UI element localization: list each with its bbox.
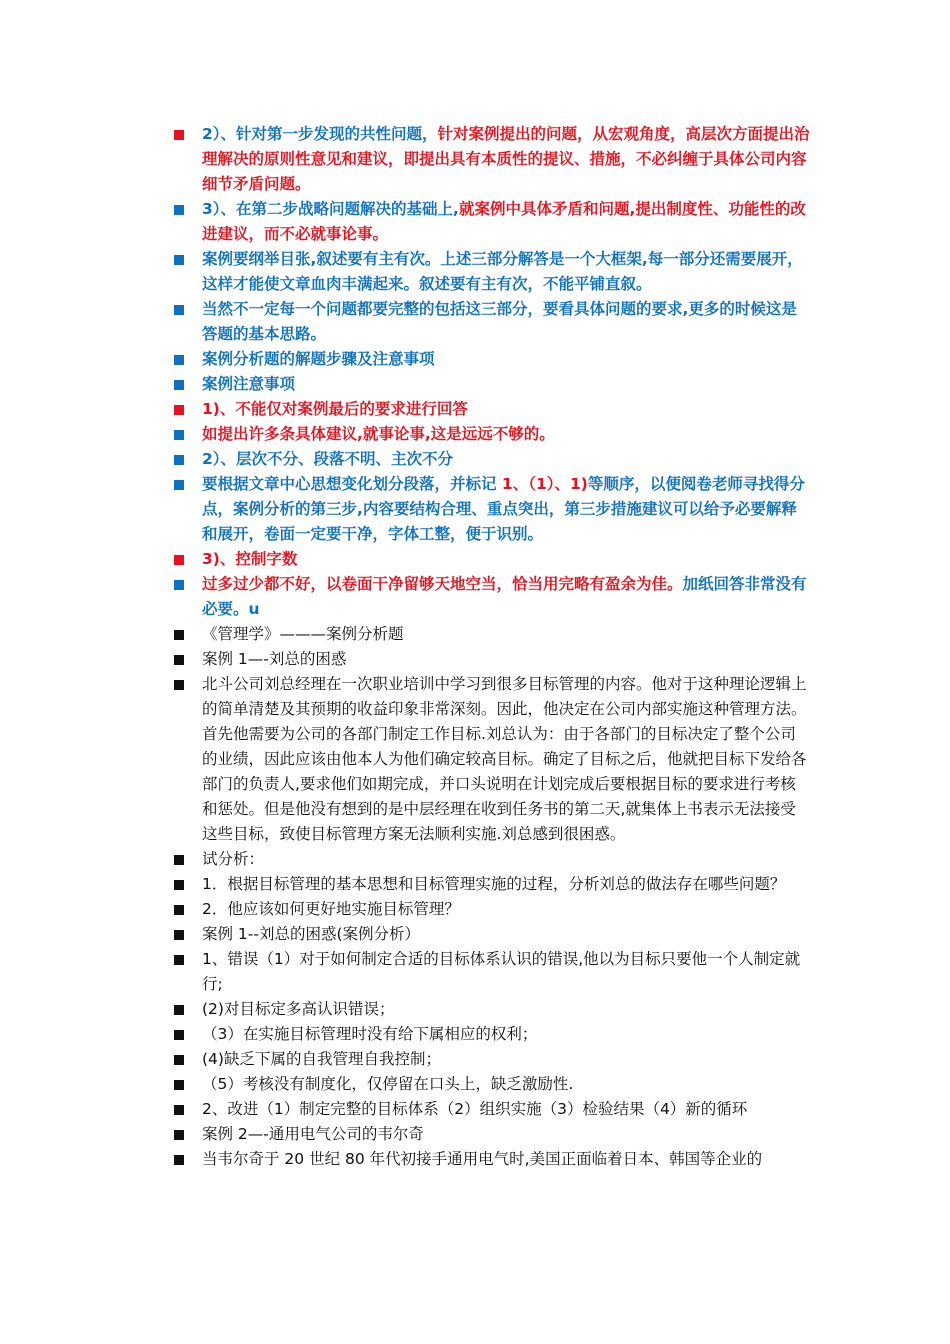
item-text: 北斗公司刘总经理在一次职业培训中学习到很多目标管理的内容。他对于这种理论逻辑上的简单清楚及其预期的收益印象非常深刻。因此，他决定在公司内部实施这种管理方法。首先他需要为公司的各部门制定工作目标.刘总认为：由于各部门的目标决定了整个公司的业绩，因此应该由他本人为他们确定较高目标。确定了目标之后，他就把目标下发给各部门的负责人,要求他们如期完成，并口头说明在计划完成后要根据目标的要求进行考核和惩处。但是他没有想到的是中层经理在收到任务书的第二天,就集体上书表示无法接受这些目标，致使目标管理方案无法顺利实施.刘总感到很困惑。: [202, 675, 807, 843]
square-bullet-icon: [174, 680, 184, 690]
item-text: 案例 2—-通用电气公司的韦尔奇: [202, 1125, 424, 1143]
square-bullet-icon: [174, 1130, 184, 1140]
item-text: 要根据文章中心思想变化划分段落，并标记: [202, 475, 502, 493]
item-text: 2、改进（1）制定完整的目标体系（2）组织实施（3）检验结果（4）新的循环: [202, 1100, 748, 1118]
item-text: 2．他应该如何更好地实施目标管理？: [202, 900, 460, 918]
square-bullet-icon: [174, 455, 184, 465]
item-text: 等顺序，以便阅卷老师寻找得分点，案例分析的第三步,内容要结构合理、重点突出，第三步措施建议可以给予必要解释和展开，卷面一定要干净，字体工整，便于识别。: [202, 475, 805, 543]
square-bullet-icon: [174, 955, 184, 965]
list-item: [170, 247, 810, 297]
item-text: 案例 1--刘总的困惑(案例分析）: [202, 925, 421, 943]
list-item: [170, 847, 810, 872]
item-text: 2）、针对第一步发现的共性问题，: [202, 125, 438, 143]
square-bullet-icon: [174, 905, 184, 915]
list-item: [170, 1047, 810, 1072]
item-text: 当韦尔奇于 20 世纪 80 年代初接手通用电气时,美国正面临着日本、韩国等企业的: [202, 1150, 763, 1168]
list-item: [170, 422, 810, 447]
item-text: 针对案例提出的问题，从宏观角度，高层次方面提出治理解决的原则性意见和建议，即提出具有本质性的提议、措施，不必纠缠于具体公司内容细节矛盾问题。: [202, 125, 810, 193]
item-text: 1．根据目标管理的基本思想和目标管理实施的过程，分析刘总的做法存在哪些问题？: [202, 875, 786, 893]
square-bullet-icon: [174, 405, 184, 415]
list-item: [170, 997, 810, 1022]
item-text: 2）、层次不分、段落不明、主次不分: [202, 450, 454, 468]
item-text: 就案例中具体矛盾和问题,提出制度性、功能性的改进建议，而不必就事论事。: [202, 200, 806, 243]
square-bullet-icon: [174, 255, 184, 265]
item-text: 1)、不能仅对案例最后的要求进行回答: [202, 400, 468, 418]
list-item: [170, 622, 810, 647]
list-item: [170, 1097, 810, 1122]
list-item: [170, 547, 810, 572]
list-item: [170, 1147, 810, 1172]
list-item: [170, 922, 810, 947]
square-bullet-icon: [174, 1080, 184, 1090]
square-bullet-icon: [174, 1005, 184, 1015]
list-item: [170, 197, 810, 247]
square-bullet-icon: [174, 205, 184, 215]
list-item: [170, 297, 810, 347]
list-item: [170, 447, 810, 472]
list-item: [170, 372, 810, 397]
item-text: 当然不一定每一个问题都要完整的包括这三部分，要看具体问题的要求,更多的时候这是答题的基本思路。: [202, 300, 797, 343]
list-item: [170, 122, 810, 197]
item-text: 加纸回答非常没有必要。u: [202, 575, 807, 618]
list-item: [170, 1072, 810, 1097]
list-item: [170, 1122, 810, 1147]
square-bullet-icon: [174, 1105, 184, 1115]
square-bullet-icon: [174, 855, 184, 865]
list-item: [170, 397, 810, 422]
square-bullet-icon: [174, 930, 184, 940]
list-item: [170, 347, 810, 372]
item-text: 试分析：: [202, 850, 265, 868]
list-item: [170, 1022, 810, 1047]
square-bullet-icon: [174, 130, 184, 140]
square-bullet-icon: [174, 355, 184, 365]
square-bullet-icon: [174, 480, 184, 490]
list-item: [170, 472, 810, 547]
square-bullet-icon: [174, 430, 184, 440]
item-text: 1、错误（1）对于如何制定合适的目标体系认识的错误,他以为目标只要他一个人制定就行;: [202, 950, 801, 993]
list-item: [170, 672, 810, 847]
square-bullet-icon: [174, 1155, 184, 1165]
square-bullet-icon: [174, 880, 184, 890]
list-item: [170, 897, 810, 922]
item-text: (4)缺乏下属的自我管理自我控制；: [202, 1050, 441, 1068]
list-item: [170, 647, 810, 672]
item-text: 案例注意事项: [202, 375, 296, 393]
item-text: 1、（1）、1): [501, 475, 588, 493]
item-text: 过多过少都不好，以卷面干净留够天地空当，恰当用完略有盈余为佳。: [202, 575, 683, 593]
square-bullet-icon: [174, 1030, 184, 1040]
square-bullet-icon: [174, 630, 184, 640]
item-text: 案例分析题的解题步骤及注意事项: [202, 350, 435, 368]
list-item: [170, 872, 810, 897]
square-bullet-icon: [174, 305, 184, 315]
square-bullet-icon: [174, 655, 184, 665]
item-text: 《管理学》———案例分析题: [202, 625, 404, 643]
item-text: （3）在实施目标管理时没有给下属相应的权利；: [202, 1025, 538, 1043]
item-text: 3)、控制字数: [202, 550, 298, 568]
square-bullet-icon: [174, 1055, 184, 1065]
square-bullet-icon: [174, 555, 184, 565]
list-item: [170, 572, 810, 622]
item-text: 如提出许多条具体建议,就事论事,这是远远不够的。: [202, 425, 555, 443]
item-text: 案例要纲举目张,叙述要有主有次。上述三部分解答是一个大框架,每一部分还需要展开，这样才能使文章血肉丰满起来。叙述要有主有次，不能平铺直叙。: [202, 250, 803, 293]
item-text: 案例 1—-刘总的困惑: [202, 650, 347, 668]
item-text: （5）考核没有制度化，仅停留在口头上，缺乏激励性.: [202, 1075, 574, 1093]
item-text: 3）、在第二步战略问题解决的基础上,: [202, 200, 459, 218]
item-text: (2)对目标定多高认识错误；: [202, 1000, 395, 1018]
bullet-list: [170, 122, 810, 1172]
square-bullet-icon: [174, 380, 184, 390]
list-item: [170, 947, 810, 997]
square-bullet-icon: [174, 580, 184, 590]
